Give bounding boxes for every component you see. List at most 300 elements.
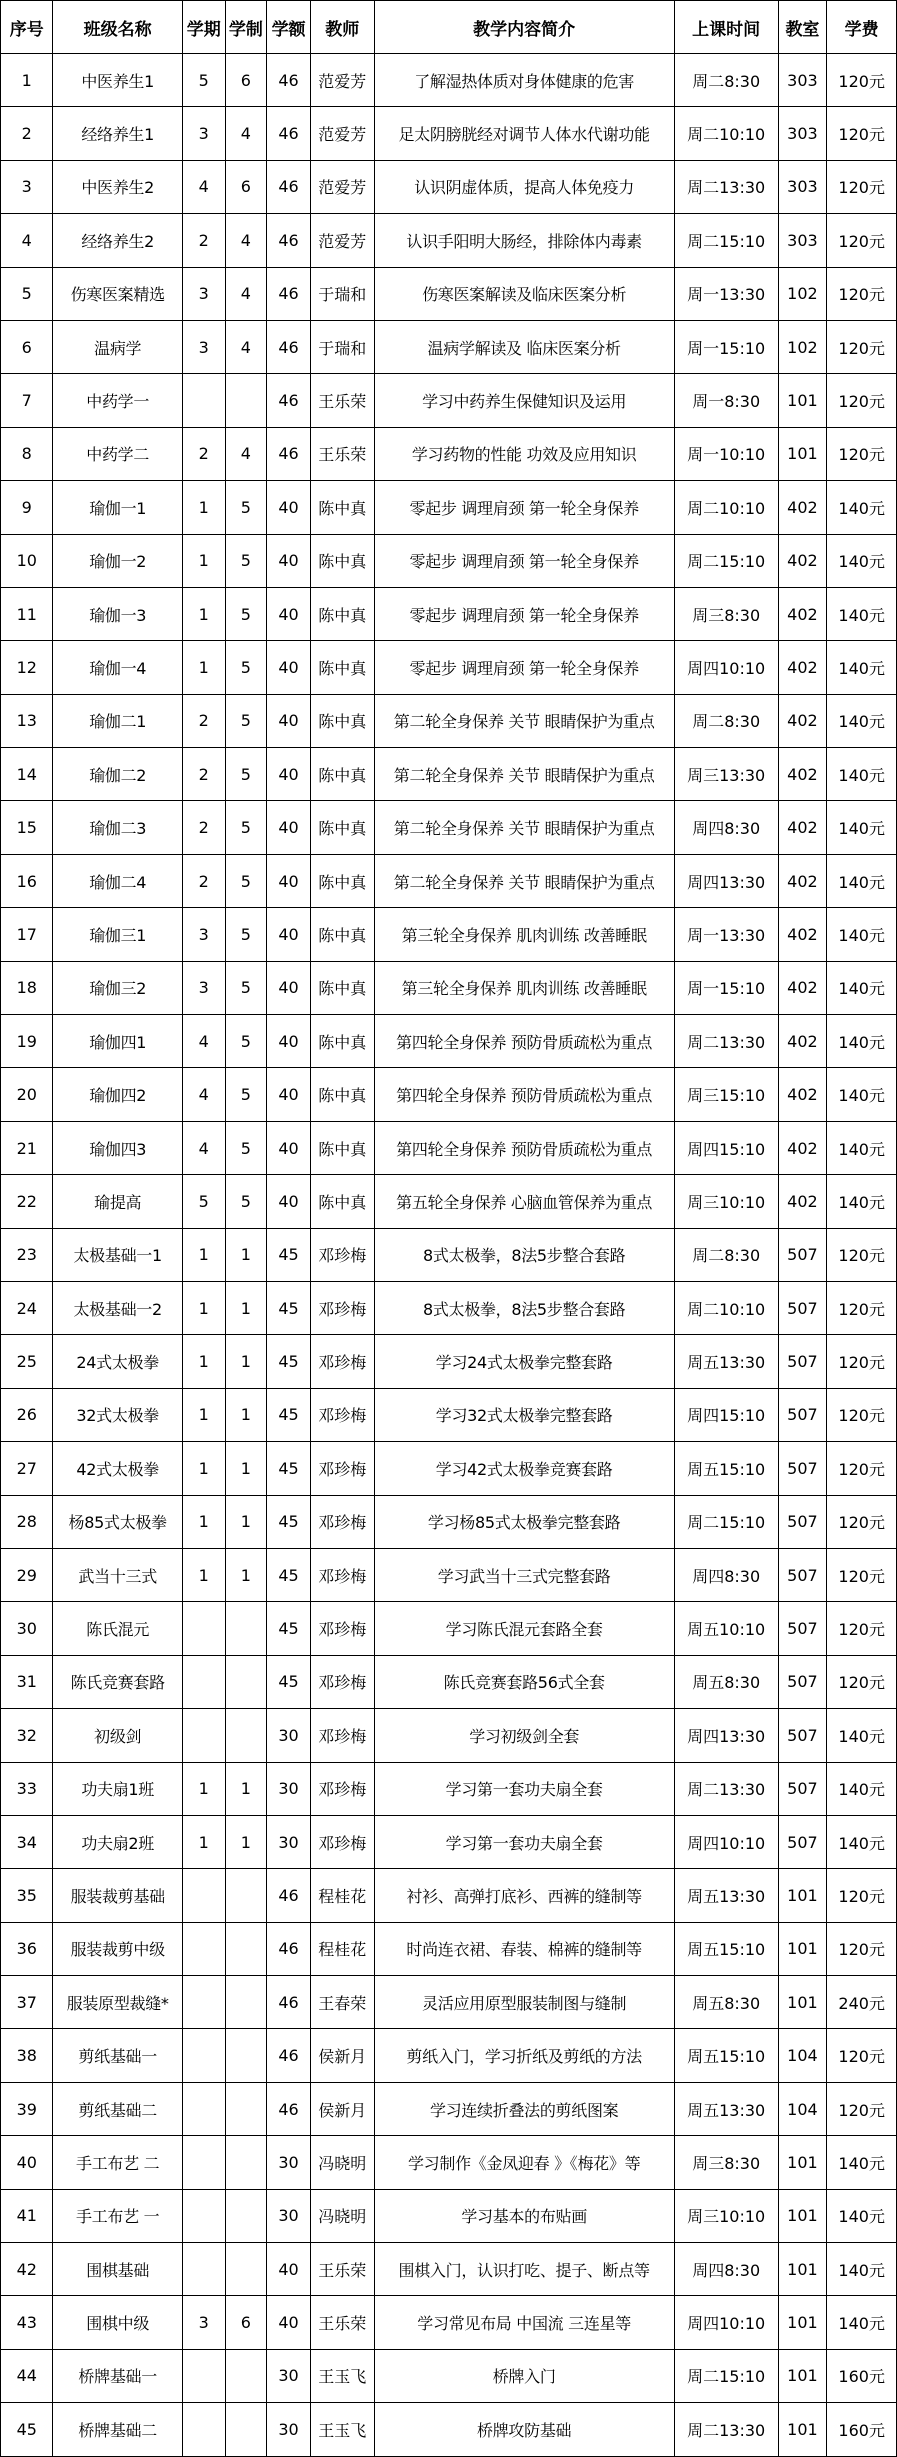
class-name: 瑜伽四2 xyxy=(53,1068,182,1121)
term xyxy=(182,1922,225,1975)
header-teacher: 教师 xyxy=(311,1,374,54)
capacity: 40 xyxy=(267,2296,311,2349)
duration: 5 xyxy=(225,481,267,534)
content: 第三轮全身保养 肌肉训练 改善睡眠 xyxy=(374,961,674,1014)
room: 402 xyxy=(778,748,827,801)
capacity: 46 xyxy=(267,1976,311,2029)
fee: 140元 xyxy=(827,2243,897,2296)
duration xyxy=(225,2136,267,2189)
term: 2 xyxy=(182,427,225,480)
row-index: 34 xyxy=(1,1815,53,1868)
class-time: 周一15:10 xyxy=(674,320,778,373)
teacher: 邓珍梅 xyxy=(311,1655,374,1708)
capacity: 40 xyxy=(267,641,311,694)
term: 2 xyxy=(182,694,225,747)
fee: 140元 xyxy=(827,854,897,907)
class-time: 周三15:10 xyxy=(674,1068,778,1121)
class-time: 周四15:10 xyxy=(674,1121,778,1174)
class-name: 瑜提高 xyxy=(53,1175,182,1228)
table-row xyxy=(1,2349,897,2402)
room: 402 xyxy=(778,1121,827,1174)
class-time: 周五13:30 xyxy=(674,1869,778,1922)
content: 学习中药养生保健知识及运用 xyxy=(374,374,674,427)
content: 第五轮全身保养 心脑血管保养为重点 xyxy=(374,1175,674,1228)
duration xyxy=(225,2403,267,2456)
table-row xyxy=(1,641,897,694)
row-index: 45 xyxy=(1,2403,53,2456)
term: 2 xyxy=(182,801,225,854)
teacher: 邓珍梅 xyxy=(311,1602,374,1655)
room: 402 xyxy=(778,908,827,961)
header-class-name: 班级名称 xyxy=(53,1,182,54)
content: 温病学解读及 临床医案分析 xyxy=(374,320,674,373)
content: 8式太极拳，8法5步整合套路 xyxy=(374,1228,674,1281)
class-time: 周四10:10 xyxy=(674,641,778,694)
duration: 5 xyxy=(225,694,267,747)
class-time: 周二10:10 xyxy=(674,107,778,160)
fee: 140元 xyxy=(827,961,897,1014)
fee: 140元 xyxy=(827,587,897,640)
class-time: 周三13:30 xyxy=(674,748,778,801)
room: 402 xyxy=(778,801,827,854)
capacity: 30 xyxy=(267,2189,311,2242)
teacher: 邓珍梅 xyxy=(311,1335,374,1388)
duration: 5 xyxy=(225,1175,267,1228)
duration: 5 xyxy=(225,587,267,640)
row-index: 13 xyxy=(1,694,53,747)
capacity: 40 xyxy=(267,694,311,747)
room: 507 xyxy=(778,1709,827,1762)
content: 第二轮全身保养 关节 眼睛保护为重点 xyxy=(374,801,674,854)
term: 3 xyxy=(182,107,225,160)
term: 1 xyxy=(182,1388,225,1441)
teacher: 陈中真 xyxy=(311,481,374,534)
fee: 120元 xyxy=(827,1548,897,1601)
teacher: 程桂花 xyxy=(311,1922,374,1975)
header-capacity: 学额 xyxy=(267,1,311,54)
fee: 120元 xyxy=(827,1922,897,1975)
duration: 1 xyxy=(225,1762,267,1815)
row-index: 44 xyxy=(1,2349,53,2402)
term xyxy=(182,2243,225,2296)
table-row xyxy=(1,2136,897,2189)
table-row xyxy=(1,534,897,587)
class-name: 瑜伽二1 xyxy=(53,694,182,747)
fee: 120元 xyxy=(827,1495,897,1548)
content: 零起步 调理肩颈 第一轮全身保养 xyxy=(374,587,674,640)
content: 学习常见布局 中国流 三连星等 xyxy=(374,2296,674,2349)
row-index: 43 xyxy=(1,2296,53,2349)
term xyxy=(182,2082,225,2135)
duration: 6 xyxy=(225,54,267,107)
class-time: 周一13:30 xyxy=(674,908,778,961)
room: 101 xyxy=(778,2243,827,2296)
class-time: 周二15:10 xyxy=(674,2349,778,2402)
class-name: 杨85式太极拳 xyxy=(53,1495,182,1548)
capacity: 46 xyxy=(267,214,311,267)
capacity: 46 xyxy=(267,427,311,480)
class-time: 周二10:10 xyxy=(674,481,778,534)
fee: 120元 xyxy=(827,2082,897,2135)
capacity: 40 xyxy=(267,587,311,640)
class-name: 42式太极拳 xyxy=(53,1442,182,1495)
row-index: 10 xyxy=(1,534,53,587)
content: 学习制作《金凤迎春 》《梅花》等 xyxy=(374,2136,674,2189)
class-time: 周一15:10 xyxy=(674,961,778,1014)
duration: 4 xyxy=(225,107,267,160)
row-index: 12 xyxy=(1,641,53,694)
duration xyxy=(225,1602,267,1655)
duration: 5 xyxy=(225,1015,267,1068)
duration xyxy=(225,1922,267,1975)
class-name: 经络养生1 xyxy=(53,107,182,160)
fee: 120元 xyxy=(827,214,897,267)
class-time: 周四8:30 xyxy=(674,1548,778,1601)
class-name: 中药学一 xyxy=(53,374,182,427)
class-time: 周三10:10 xyxy=(674,2189,778,2242)
teacher: 范爱芳 xyxy=(311,160,374,213)
table-row xyxy=(1,267,897,320)
term: 2 xyxy=(182,214,225,267)
teacher: 侯新月 xyxy=(311,2029,374,2082)
room: 303 xyxy=(778,54,827,107)
fee: 120元 xyxy=(827,374,897,427)
table-row xyxy=(1,1335,897,1388)
term: 1 xyxy=(182,1762,225,1815)
row-index: 5 xyxy=(1,267,53,320)
table-row xyxy=(1,1709,897,1762)
fee: 140元 xyxy=(827,1068,897,1121)
duration: 1 xyxy=(225,1228,267,1281)
capacity: 40 xyxy=(267,854,311,907)
capacity: 30 xyxy=(267,1709,311,1762)
class-name: 服装裁剪中级 xyxy=(53,1922,182,1975)
class-name: 武当十三式 xyxy=(53,1548,182,1601)
row-index: 15 xyxy=(1,801,53,854)
content: 伤寒医案解读及临床医案分析 xyxy=(374,267,674,320)
table-row xyxy=(1,1602,897,1655)
teacher: 陈中真 xyxy=(311,854,374,907)
content: 认识阴虚体质，提高人体免疫力 xyxy=(374,160,674,213)
class-name: 功夫扇1班 xyxy=(53,1762,182,1815)
teacher: 王乐荣 xyxy=(311,427,374,480)
class-time: 周五15:10 xyxy=(674,1922,778,1975)
teacher: 王乐荣 xyxy=(311,374,374,427)
class-name: 瑜伽二4 xyxy=(53,854,182,907)
class-name: 瑜伽三1 xyxy=(53,908,182,961)
term: 2 xyxy=(182,854,225,907)
term: 4 xyxy=(182,160,225,213)
term: 1 xyxy=(182,1495,225,1548)
room: 402 xyxy=(778,854,827,907)
table-row xyxy=(1,908,897,961)
class-time: 周二13:30 xyxy=(674,1762,778,1815)
capacity: 40 xyxy=(267,908,311,961)
teacher: 邓珍梅 xyxy=(311,1815,374,1868)
term xyxy=(182,1655,225,1708)
content: 陈氏竞赛套路56式全套 xyxy=(374,1655,674,1708)
capacity: 40 xyxy=(267,961,311,1014)
content: 学习陈氏混元套路全套 xyxy=(374,1602,674,1655)
duration xyxy=(225,2189,267,2242)
row-index: 9 xyxy=(1,481,53,534)
class-time: 周四8:30 xyxy=(674,801,778,854)
class-name: 24式太极拳 xyxy=(53,1335,182,1388)
duration: 6 xyxy=(225,2296,267,2349)
class-name: 瑜伽一3 xyxy=(53,587,182,640)
term: 1 xyxy=(182,1335,225,1388)
row-index: 35 xyxy=(1,1869,53,1922)
table-row xyxy=(1,1815,897,1868)
fee: 120元 xyxy=(827,54,897,107)
fee: 120元 xyxy=(827,1442,897,1495)
teacher: 于瑞和 xyxy=(311,320,374,373)
capacity: 30 xyxy=(267,2403,311,2456)
teacher: 陈中真 xyxy=(311,801,374,854)
capacity: 30 xyxy=(267,2349,311,2402)
capacity: 30 xyxy=(267,2136,311,2189)
duration: 5 xyxy=(225,1068,267,1121)
duration xyxy=(225,2243,267,2296)
teacher: 邓珍梅 xyxy=(311,1388,374,1441)
teacher: 程桂花 xyxy=(311,1869,374,1922)
fee: 140元 xyxy=(827,801,897,854)
teacher: 陈中真 xyxy=(311,908,374,961)
row-index: 27 xyxy=(1,1442,53,1495)
row-index: 11 xyxy=(1,587,53,640)
teacher: 邓珍梅 xyxy=(311,1228,374,1281)
content: 衬衫、高弹打底衫、西裤的缝制等 xyxy=(374,1869,674,1922)
term xyxy=(182,1976,225,2029)
row-index: 32 xyxy=(1,1709,53,1762)
row-index: 23 xyxy=(1,1228,53,1281)
content: 学习第一套功夫扇全套 xyxy=(374,1762,674,1815)
row-index: 14 xyxy=(1,748,53,801)
capacity: 45 xyxy=(267,1442,311,1495)
duration: 5 xyxy=(225,961,267,1014)
fee: 140元 xyxy=(827,748,897,801)
table-row xyxy=(1,1015,897,1068)
capacity: 46 xyxy=(267,160,311,213)
teacher: 王乐荣 xyxy=(311,2296,374,2349)
table-row xyxy=(1,961,897,1014)
fee: 140元 xyxy=(827,2189,897,2242)
term xyxy=(182,1709,225,1762)
capacity: 40 xyxy=(267,1175,311,1228)
class-name: 服装原型裁缝* xyxy=(53,1976,182,2029)
teacher: 冯晓明 xyxy=(311,2136,374,2189)
content: 桥牌入门 xyxy=(374,2349,674,2402)
content: 学习药物的性能 功效及应用知识 xyxy=(374,427,674,480)
content: 学习基本的布贴画 xyxy=(374,2189,674,2242)
table-row xyxy=(1,2296,897,2349)
content: 第四轮全身保养 预防骨质疏松为重点 xyxy=(374,1068,674,1121)
term: 3 xyxy=(182,267,225,320)
teacher: 陈中真 xyxy=(311,748,374,801)
room: 507 xyxy=(778,1602,827,1655)
content: 了解湿热体质对身体健康的危害 xyxy=(374,54,674,107)
row-index: 29 xyxy=(1,1548,53,1601)
table-row xyxy=(1,320,897,373)
content: 零起步 调理肩颈 第一轮全身保养 xyxy=(374,534,674,587)
table-row xyxy=(1,1068,897,1121)
capacity: 40 xyxy=(267,748,311,801)
table-row xyxy=(1,427,897,480)
room: 507 xyxy=(778,1442,827,1495)
content: 学习连续折叠法的剪纸图案 xyxy=(374,2082,674,2135)
class-time: 周二8:30 xyxy=(674,1228,778,1281)
class-time: 周四10:10 xyxy=(674,1815,778,1868)
row-index: 1 xyxy=(1,54,53,107)
table-row xyxy=(1,1655,897,1708)
class-time: 周四8:30 xyxy=(674,2243,778,2296)
duration: 4 xyxy=(225,320,267,373)
content: 8式太极拳，8法5步整合套路 xyxy=(374,1281,674,1334)
term xyxy=(182,1869,225,1922)
content: 第三轮全身保养 肌肉训练 改善睡眠 xyxy=(374,908,674,961)
header-duration: 学制 xyxy=(225,1,267,54)
class-time: 周一8:30 xyxy=(674,374,778,427)
fee: 120元 xyxy=(827,160,897,213)
capacity: 45 xyxy=(267,1655,311,1708)
class-time: 周三10:10 xyxy=(674,1175,778,1228)
content: 学习32式太极拳完整套路 xyxy=(374,1388,674,1441)
capacity: 40 xyxy=(267,1015,311,1068)
room: 101 xyxy=(778,2296,827,2349)
fee: 140元 xyxy=(827,481,897,534)
fee: 120元 xyxy=(827,1655,897,1708)
term: 5 xyxy=(182,1175,225,1228)
row-index: 25 xyxy=(1,1335,53,1388)
class-name: 中医养生1 xyxy=(53,54,182,107)
capacity: 45 xyxy=(267,1495,311,1548)
class-time: 周一10:10 xyxy=(674,427,778,480)
room: 507 xyxy=(778,1548,827,1601)
row-index: 42 xyxy=(1,2243,53,2296)
duration xyxy=(225,2029,267,2082)
row-index: 40 xyxy=(1,2136,53,2189)
table-row xyxy=(1,2189,897,2242)
table-row xyxy=(1,694,897,747)
row-index: 2 xyxy=(1,107,53,160)
term xyxy=(182,2029,225,2082)
duration: 4 xyxy=(225,427,267,480)
table-row xyxy=(1,748,897,801)
capacity: 30 xyxy=(267,1815,311,1868)
capacity: 46 xyxy=(267,54,311,107)
class-time: 周二10:10 xyxy=(674,1281,778,1334)
duration: 5 xyxy=(225,1121,267,1174)
table-row xyxy=(1,2243,897,2296)
class-time: 周二15:10 xyxy=(674,1495,778,1548)
class-name: 初级剑 xyxy=(53,1709,182,1762)
term: 4 xyxy=(182,1121,225,1174)
class-name: 围棋中级 xyxy=(53,2296,182,2349)
content: 认识手阳明大肠经，排除体内毒素 xyxy=(374,214,674,267)
term: 3 xyxy=(182,320,225,373)
duration: 5 xyxy=(225,641,267,694)
capacity: 46 xyxy=(267,267,311,320)
content: 学习第一套功夫扇全套 xyxy=(374,1815,674,1868)
teacher: 王玉飞 xyxy=(311,2349,374,2402)
class-name: 围棋基础 xyxy=(53,2243,182,2296)
fee: 140元 xyxy=(827,1709,897,1762)
capacity: 40 xyxy=(267,1121,311,1174)
duration: 4 xyxy=(225,214,267,267)
term: 3 xyxy=(182,2296,225,2349)
fee: 140元 xyxy=(827,694,897,747)
duration: 1 xyxy=(225,1388,267,1441)
row-index: 3 xyxy=(1,160,53,213)
fee: 120元 xyxy=(827,267,897,320)
table-row xyxy=(1,481,897,534)
duration: 1 xyxy=(225,1442,267,1495)
content: 学习42式太极拳竞赛套路 xyxy=(374,1442,674,1495)
row-index: 18 xyxy=(1,961,53,1014)
room: 402 xyxy=(778,1015,827,1068)
fee: 240元 xyxy=(827,1976,897,2029)
row-index: 7 xyxy=(1,374,53,427)
table-row xyxy=(1,374,897,427)
room: 507 xyxy=(778,1762,827,1815)
term: 1 xyxy=(182,534,225,587)
class-name: 功夫扇2班 xyxy=(53,1815,182,1868)
duration: 5 xyxy=(225,908,267,961)
class-name: 瑜伽一4 xyxy=(53,641,182,694)
class-name: 瑜伽二2 xyxy=(53,748,182,801)
class-name: 32式太极拳 xyxy=(53,1388,182,1441)
class-name: 剪纸基础二 xyxy=(53,2082,182,2135)
content: 围棋入门，认识打吃、提子、断点等 xyxy=(374,2243,674,2296)
class-time: 周二8:30 xyxy=(674,54,778,107)
term xyxy=(182,2136,225,2189)
class-time: 周五15:10 xyxy=(674,2029,778,2082)
header-content: 教学内容简介 xyxy=(374,1,674,54)
term: 1 xyxy=(182,587,225,640)
fee: 140元 xyxy=(827,908,897,961)
row-index: 30 xyxy=(1,1602,53,1655)
teacher: 于瑞和 xyxy=(311,267,374,320)
duration: 1 xyxy=(225,1548,267,1601)
row-index: 33 xyxy=(1,1762,53,1815)
duration xyxy=(225,2349,267,2402)
room: 402 xyxy=(778,694,827,747)
room: 507 xyxy=(778,1655,827,1708)
term: 1 xyxy=(182,1442,225,1495)
capacity: 45 xyxy=(267,1548,311,1601)
class-name: 陈氏混元 xyxy=(53,1602,182,1655)
capacity: 45 xyxy=(267,1281,311,1334)
room: 101 xyxy=(778,2189,827,2242)
room: 102 xyxy=(778,320,827,373)
room: 102 xyxy=(778,267,827,320)
content: 灵活应用原型服装制图与缝制 xyxy=(374,1976,674,2029)
table-row xyxy=(1,1922,897,1975)
teacher: 陈中真 xyxy=(311,534,374,587)
content: 时尚连衣裙、春装、棉裤的缝制等 xyxy=(374,1922,674,1975)
class-name: 瑜伽一2 xyxy=(53,534,182,587)
duration xyxy=(225,374,267,427)
teacher: 邓珍梅 xyxy=(311,1548,374,1601)
duration: 1 xyxy=(225,1335,267,1388)
teacher: 王春荣 xyxy=(311,1976,374,2029)
table-row xyxy=(1,1976,897,2029)
room: 507 xyxy=(778,1228,827,1281)
class-time: 周四13:30 xyxy=(674,1709,778,1762)
capacity: 45 xyxy=(267,1335,311,1388)
row-index: 38 xyxy=(1,2029,53,2082)
teacher: 陈中真 xyxy=(311,1068,374,1121)
